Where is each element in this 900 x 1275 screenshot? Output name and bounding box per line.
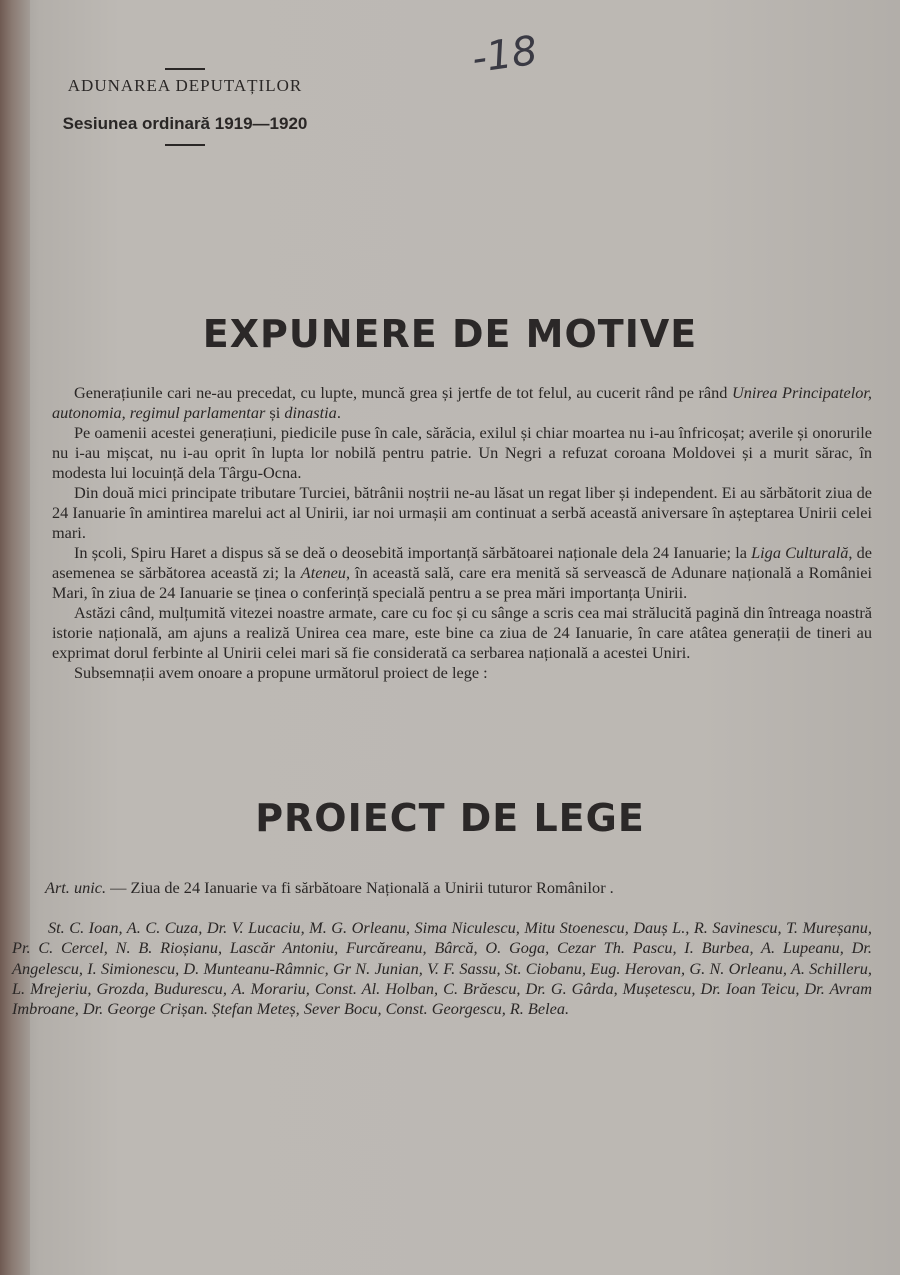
paragraph-2: Pe oamenii acestei generațiuni, piedicile puse în cale, sărăcia, exilul și chiar moartea nu i-au înfricoșat; averile și onorurile nu i-au mișcat, nu i-au oprit în lupta lor nobilă pentru patrie. Un Negri a refuzat coroana Moldovei și a murit sărac, în modesta lui locuință dela Târgu-Ocna.	[52, 423, 872, 482]
paragraph-5: Astăzi când, mulțumită vitezei noastre armate, care cu foc și cu sânge a scris cea mai strălucită pagină din întreaga noastră istorie națională, am ajuns a realiză Unirea cea mare, este bine ca ziua de 24 Ianuarie, în care atâtea generații de tineri au exprimat dorul ferbinte al Unirii celei mari să fie considerată ca serbarea națională a acestei Uniri.	[52, 603, 872, 662]
binding-edge	[0, 0, 30, 1275]
paragraph-3: Din două mici principate tributare Turciei, bătrânii noștrii ne-au lăsat un regat liber și independent. Ei au sărbătorit ziua de 24 Ianuarie în amintirea marelui act al Unirii, iar noi urmașii am continuat a serbă această aniversare în așteptarea Unirii celei mari.	[52, 483, 872, 542]
motives-title: EXPUNERE DE MOTIVE	[202, 312, 698, 356]
signatories-list: St. C. Ioan, A. C. Cuza, Dr. V. Lucaciu, M. G. Orleanu, Sima Niculescu, Mitu Stoenescu, Dauș L., R. Savinescu, T. Mureșanu, Pr. C. Cercel, N. B. Rioșianu, Lascăr Antoniu, Furcăreanu, Bârcă, O. Goga, Cezar Th. Pascu, I. Burbea, A. Lupeanu, Dr. Angelescu, I. Simionescu, D. Munteanu-Râmnic, Gr N. Junian, V. F. Sassu, St. Ciobanu, Eug. Herovan, G. N. Orleanu, A. Schilleru, L. Mrejeriu, Grozda, Buduresсu, A. Morariu, Const. Al. Holban, C. Brăescu, Dr. G. Gârda, Mușetescu, Dr. Ioan Teicu, Dr. Avram Imbroane, Dr. George Crișan. Ștefan Meteș, Sever Bocu, Const. Georgescu, R. Belea.	[12, 918, 872, 1019]
handwritten-page-number: -18	[469, 27, 541, 83]
law-article	[45, 878, 865, 898]
session-label: Sesiunea ordinară 1919—1920	[62, 114, 308, 133]
motives-body	[52, 383, 872, 683]
header-rule-top	[165, 68, 205, 70]
paragraph-4: In școli, Spiru Haret a dispus să se deă o deosebită importanță sărbătoarei naționale dela 24 Ianuarie; la Liga Culturală, de asemenea se sărbătorea această zi; la Ateneu, în această sală, care era menită să servească de Adunare națională a României Mari, în ziua de 24 Ianuarie se ținea o conferință specială pentru a se prea mări importanța Unirii.	[52, 543, 872, 602]
assembly-name: ADUNAREA DEPUTAȚILOR	[67, 76, 303, 95]
law-title: PROIECT DE LEGE	[255, 796, 645, 840]
header-rule-bottom	[165, 144, 205, 146]
article-text: — Ziua de 24 Ianuarie va fi sărbătoare Națională a Unirii tuturor Românilor .	[106, 878, 614, 897]
document-header	[55, 68, 315, 146]
paragraph-6: Subsemnații avem onoare a propune următorul proiect de lege :	[74, 663, 488, 682]
paragraph-1: Generațiunile cari ne-au precedat, cu lupte, muncă grea și jertfe de tot felul, au cucerit rând pe rând Unirea Principatelor, autonomia, regimul parlamentar și dinastia.	[52, 383, 872, 422]
article-label: Art. unic.	[45, 878, 107, 897]
